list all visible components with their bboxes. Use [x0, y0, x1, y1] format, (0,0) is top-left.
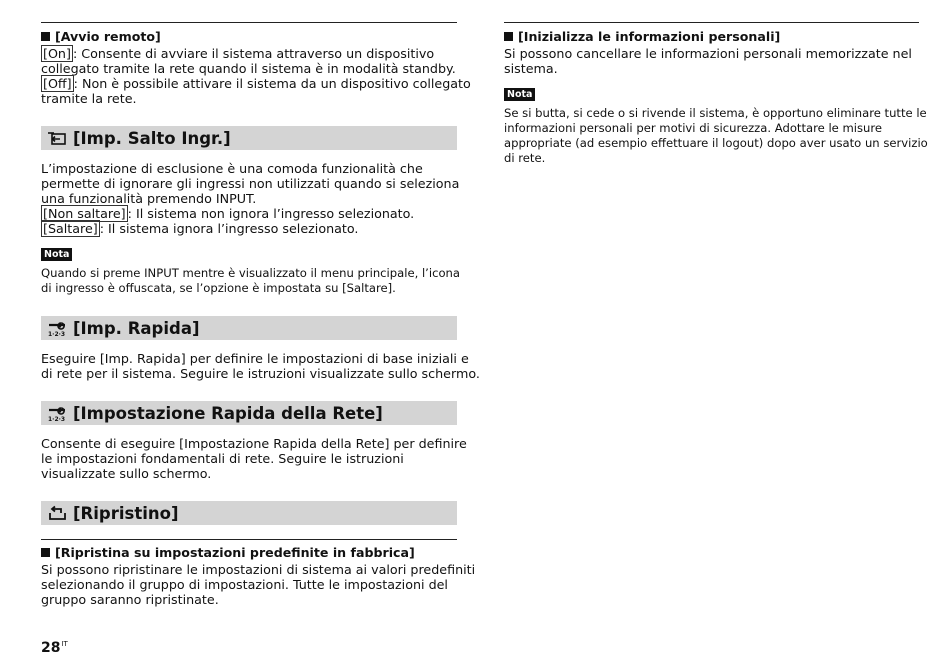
svg-text:1·2·3: 1·2·3 [48, 331, 66, 337]
section-band-salto [41, 126, 457, 150]
option-label-saltare: [Saltare] [43, 221, 98, 236]
section-band-ripristino [41, 501, 457, 525]
section-title-rapida: [Imp. Rapida] [73, 318, 200, 338]
rapida-text: Eseguire [Imp. Rapida] per definire le impostazioni di base iniziali e di rete per il sistema. Seguire le istruzioni visualizzate sullo schermo. [41, 351, 480, 381]
salto-nota-text: Quando si preme INPUT mentre è visualizzato il menu principale, l’icona di ingresso è offuscata, se l’opzione è impostata su [Saltare]. [41, 266, 461, 295]
salto-text: L’impostazione di esclusione è una comoda funzionalità che permette di ignorare gli ingressi non utilizzati quando si seleziona una funzionalità premendo INPUT. [Non saltare] : Il sistema non ignora l’ingresso selezionato. [Saltare] : Il sistema ignora l’ingresso selezionato. [41, 161, 460, 236]
square-bullet-icon [41, 548, 50, 557]
option-label-non-saltare: [Non saltare] [43, 206, 126, 221]
section-band-rapida [41, 316, 457, 340]
option-label-off: [Off] [43, 76, 72, 91]
option-label-on: [On] [43, 46, 71, 61]
avvio-remoto-text: [On] : Consente di avviare il sistema attraverso un dispositivo collegato tramite la rete quando il sistema è in modalità standby. [Off] : Non è possibile attivare il sistema da un dispositivo collegato tramite la rete. [41, 46, 471, 106]
quick-setup-icon [47, 319, 67, 337]
input-skip-icon [47, 129, 67, 147]
ripristino-rule [41, 539, 457, 540]
nota-badge-info: Nota [504, 88, 535, 101]
reset-icon [47, 504, 67, 522]
inizializza-nota-text: Se si butta, si cede o si rivende il sistema, è opportuno eliminare tutte le informazioni personali per motivi di sicurezza. Adottare le misure appropriate (ad esempio effettuare il logout) dopo aver usato un servizio di rete. [504, 106, 928, 165]
section-band-rete [41, 401, 457, 425]
square-bullet-icon [504, 32, 513, 41]
square-bullet-icon [41, 32, 50, 41]
nota-badge-salto: Nota [41, 248, 72, 261]
rete-text: Consente di eseguire [Impostazione Rapida della Rete] per definire le impostazioni fondamentali di rete. Seguire le istruzioni visualizzate sullo schermo. [41, 436, 467, 481]
top-rule-left [41, 22, 457, 23]
ripristina-heading: [Ripristina su impostazioni predefinite in fabbrica] [41, 545, 415, 561]
section-title-salto: [Imp. Salto Ingr.] [73, 128, 231, 148]
section-title-rete: [Impostazione Rapida della Rete] [73, 403, 383, 423]
quick-network-setup-icon [47, 404, 67, 422]
inizializza-text: Si possono cancellare le informazioni personali memorizzate nel sistema. [504, 46, 912, 76]
svg-text:1·2·3: 1·2·3 [48, 416, 66, 422]
avvio-remoto-heading: [Avvio remoto] [41, 29, 161, 45]
inizializza-heading: [Inizializza le informazioni personali] [504, 29, 780, 45]
ripristino-text: Si possono ripristinare le impostazioni di sistema ai valori predefiniti selezionando il gruppo di impostazioni. Tutte le impostazioni del gruppo saranno ripristinate. [41, 562, 476, 607]
page-number: $28^{IT}$ [41, 640, 68, 656]
top-rule-right [504, 22, 919, 23]
section-title-ripristino: [Ripristino] [73, 503, 179, 523]
